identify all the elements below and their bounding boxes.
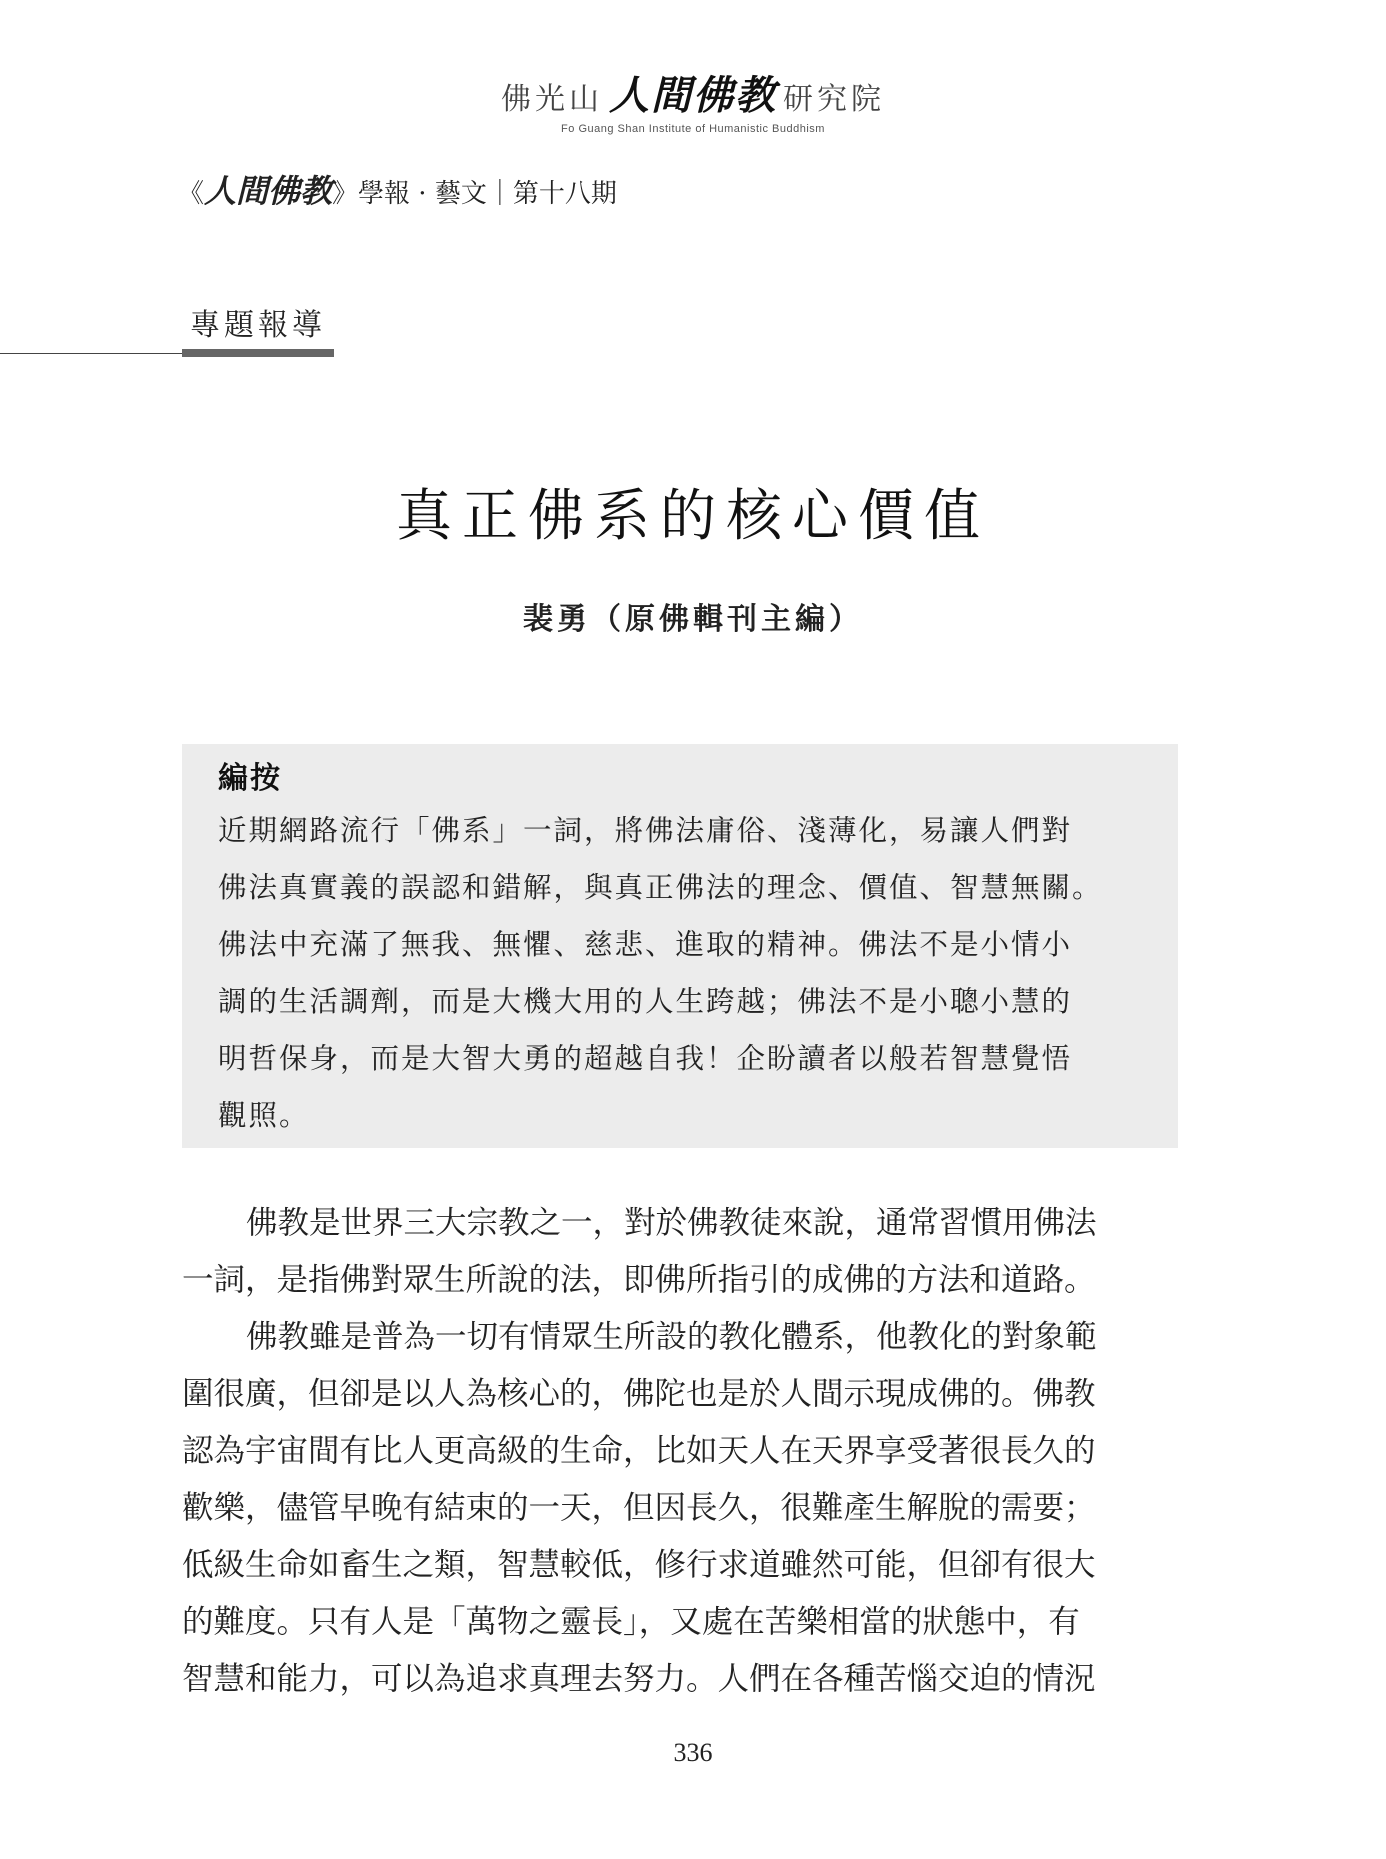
editor-note-line: 明哲保身，而是大智大勇的超越自我！企盼讀者以般若智慧覺悟 bbox=[218, 1042, 1073, 1075]
body-line: 的難度。只有人是「萬物之靈長」，又處在苦樂相當的狀態中，有 bbox=[182, 1604, 1080, 1640]
editor-note-heading: 編按 bbox=[218, 761, 282, 796]
journal-brand-logo: 人間佛教 bbox=[204, 172, 333, 210]
institute-prefix: 佛光山 bbox=[501, 82, 603, 117]
body-line: 低級生命如畜生之類，智慧較低，修行求道雖然可能，但卻有很大 bbox=[182, 1547, 1096, 1583]
institute-name bbox=[0, 64, 1386, 121]
institute-suffix: 研究院 bbox=[783, 82, 885, 117]
body-line: 歡樂，儘管早晚有結束的一天，但因長久，很難產生解脫的需要； bbox=[182, 1490, 1096, 1526]
editor-note-line: 調的生活調劑，而是大機大用的人生跨越；佛法不是小聰小慧的 bbox=[218, 985, 1073, 1018]
institute-header bbox=[0, 64, 1386, 135]
editor-note-line: 近期網路流行「佛系」一詞，將佛法庸俗、淺薄化，易讓人們對 bbox=[218, 814, 1073, 847]
body-line: 智慧和能力，可以為追求真理去努力。人們在各種苦惱交迫的情況 bbox=[182, 1661, 1096, 1697]
editor-note-line: 觀照。 bbox=[218, 1099, 310, 1132]
section-label: 專題報導 bbox=[190, 308, 326, 343]
journal-running-head bbox=[178, 166, 617, 212]
body-line: 一詞，是指佛對眾生所說的法，即佛所指引的成佛的方法和道路。 bbox=[182, 1262, 1096, 1298]
body-line: 佛教是世界三大宗教之一，對於佛教徒來說，通常習慣用佛法 bbox=[246, 1205, 1097, 1241]
section-rule-accent bbox=[182, 349, 334, 357]
journal-open-bracket: 《 bbox=[178, 179, 205, 209]
institute-english-name: Fo Guang Shan Institute of Humanistic Buddhism bbox=[561, 123, 825, 135]
article-byline: 裴勇（原佛輯刊主編） bbox=[523, 602, 863, 637]
body-line: 認為宇宙間有比人更高級的生命，比如天人在天界享受著很長久的 bbox=[182, 1433, 1096, 1469]
journal-issue: 》學報 · 藝文｜第十八期 bbox=[332, 179, 617, 209]
body-line: 佛教雖是普為一切有情眾生所設的教化體系，他教化的對象範 bbox=[246, 1319, 1097, 1355]
editor-note-box bbox=[182, 744, 1178, 1148]
page-number: 336 bbox=[673, 1738, 713, 1767]
editor-note-line: 佛法中充滿了無我、無懼、慈悲、進取的精神。佛法不是小情小 bbox=[218, 928, 1073, 961]
body-line: 圍很廣，但卻是以人為核心的，佛陀也是於人間示現成佛的。佛教 bbox=[182, 1376, 1096, 1412]
article-title: 真正佛系的核心價值 bbox=[396, 484, 990, 549]
article-body bbox=[182, 1195, 1178, 1708]
editor-note-line: 佛法真實義的誤認和錯解，與真正佛法的理念、價值、智慧無關。 bbox=[218, 871, 1103, 904]
institute-brand-logo: 人間佛教 bbox=[609, 72, 777, 119]
